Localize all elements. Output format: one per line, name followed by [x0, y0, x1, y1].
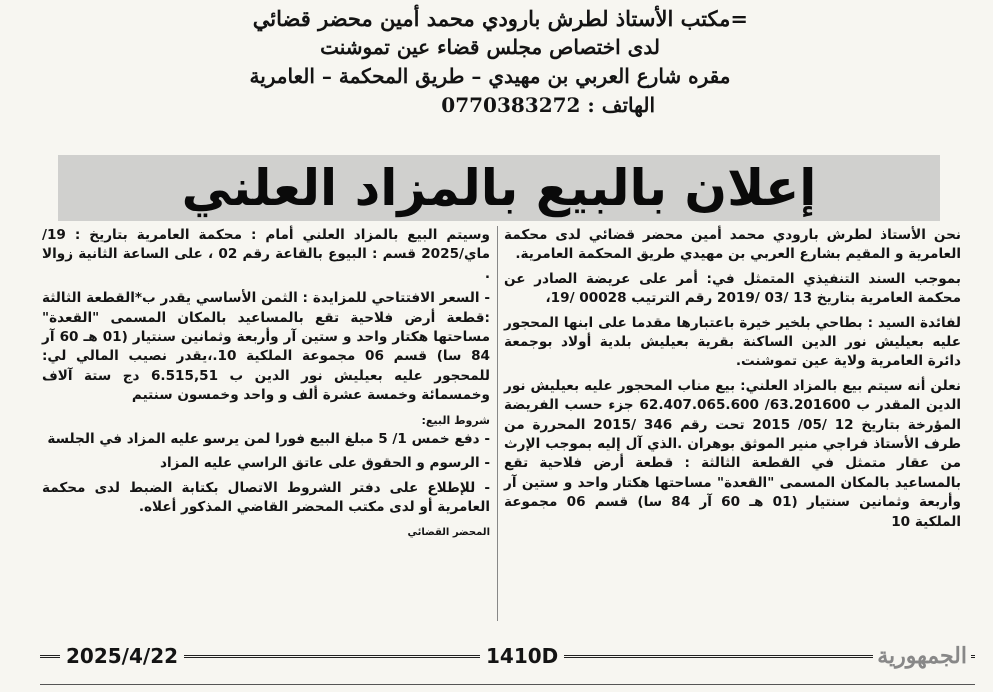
- term-payment: - دفع خمس 1/ 5 مبلغ البيع فورا لمن يرسو عليه المزاد في الجلسة: [47, 431, 490, 448]
- phone-line: [180, 91, 800, 120]
- office-name: =مكتب الأستاذ لطرش بارودي محمد أمين محضر قضائي: [252, 6, 748, 31]
- term-fees: - الرسوم و الحقوق على عاتق الراسي عليه المزاد: [160, 455, 490, 472]
- bottom-rule: [40, 684, 975, 685]
- newspaper-logo: الجمهورية: [873, 642, 971, 670]
- terms-heading: شروط البيع:: [421, 413, 490, 427]
- ad-code: 1410D: [480, 640, 564, 672]
- phone-label: الهاتف :: [587, 93, 655, 117]
- jurisdiction: لدى اختصاص مجلس قضاء عين تموشنت: [320, 35, 660, 59]
- left-column: [42, 226, 490, 547]
- right-column: [504, 226, 961, 537]
- announcement-header: [180, 4, 800, 120]
- footer: [40, 640, 975, 672]
- auction-title: إعلان بالبيع بالمزاد العلني: [181, 159, 817, 217]
- term-inquiry: - للإطلاع على دفتر الشروط الاتصال بكتابة الضبط لدى محكمة العامرية أو لدى مكتب المحضر القاضي المذكور أعلاه.: [42, 479, 490, 516]
- sale-schedule: وسيتم البيع بالمزاد العلني أمام : محكمة العامرية بتاريخ : 19/ماي/2025 قسم : البيوع بالقاعة رقم 02 ، على الساعة الثانية زوالا .: [42, 227, 490, 282]
- auction-banner: [58, 155, 940, 221]
- publication-date: 2025/4/22: [60, 640, 184, 672]
- enforcement-title: بموجب السند التنفيذي المتمثل في: أمر على عريضة الصادر عن محكمة العامرية بتاريخ 13 /03 /2019 رقم الترتيب 00028 /19،: [504, 270, 961, 307]
- phone-number: 0770383272: [441, 93, 581, 117]
- signature: المحضر القضائي: [407, 526, 490, 538]
- beneficiary: لفائدة السيد : بطاحي بلخير خيرة باعتبارها مقدما على ابنها المحجور عليه بعيليش نور الدين الساكنة بقرية بعيليش بلدية أولاد بوجمعة دائرة العامرية ولاية عين تموشنت.: [504, 314, 961, 370]
- bailiff-intro: نحن الأستاذ لطرش بارودي محمد أمين محضر قضائي لدى محكمة العامرية و المقيم بشارع العربي بن مهيدي طريق المحكمة العامرية.: [504, 227, 961, 263]
- office-address: مقره شارع العربي بن مهيدي – طريق المحكمة – العامرية: [249, 64, 731, 88]
- sale-notice: نعلن أنه سيتم بيع بالمزاد العلني: بيع مناب المحجور عليه بعيليش نور الدين المقدر ب 63.201600/ 62.407.065.600 جزء حسب الفريضة المؤرخة بتاريخ 12 /05/ 2015 تحت رقم 346 /2015 المحررة من طرف الأستاذ فراجي منير الموثق بوهران .الذي آل إليه بموجب الإرث من عقار متمثل في القطعة الثالثة : قطعة أرض فلاحية تقع بالمساعيد بالمكان المسمى "القعدة" مساحتها هكتار واحد و ستين آر وأربعة وثمانين سنتيار (01 هـ 60 آر 84 سا) قسم 06 مجموعة الملكية 10: [504, 377, 961, 530]
- opening-price: - السعر الافتتاحي للمزايدة : الثمن الأساسي يقدر ب*القطعة الثالثة :قطعة أرض فلاحية تقع بالمساعيد بالمكان المسمى "القعدة" مساحتها هكتار واحد و ستين آر وأربعة وثمانين سنتيار (01 هـ 60 آر 84 سا) قسم 06 مجموعة الملكية 10.،يقدر نصيب المالي لي: للمحجور عليه بعيليش نور الدين ب 6.515,51 دج ستة آلاف وخمسمائة وخمسة عشرة ألف و واحد وخمسون سنتيم: [42, 290, 490, 404]
- column-divider: [497, 226, 498, 621]
